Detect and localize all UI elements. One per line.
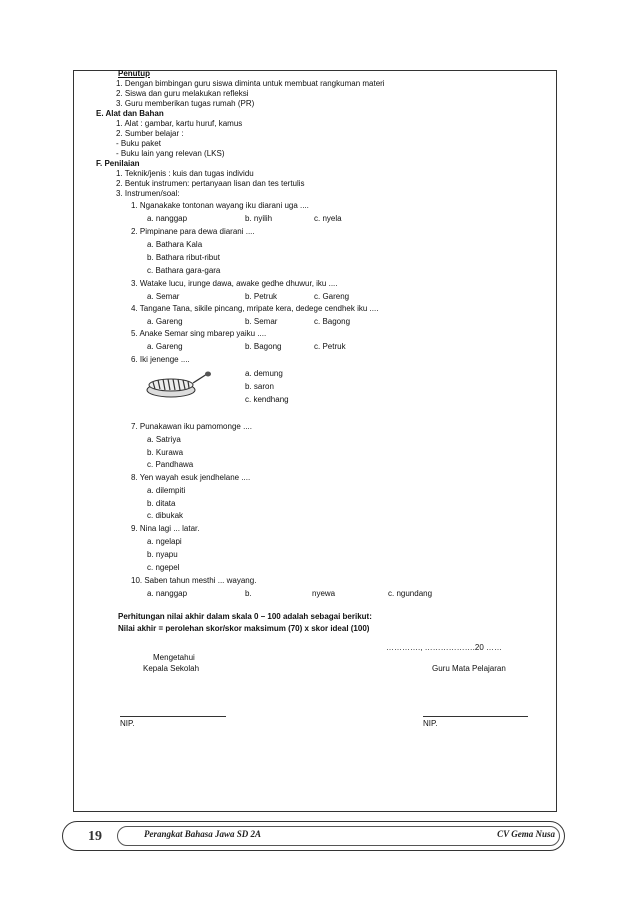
question-7: 7. Punakawan iku pamomonge ....	[131, 422, 252, 431]
option: b. Semar	[245, 317, 278, 326]
option: a. Gareng	[147, 317, 183, 326]
option: b. Kurawa	[147, 448, 184, 457]
option: b. Bagong	[245, 342, 282, 351]
guru-label: Guru Mata Pelajaran	[432, 664, 506, 673]
option: a. Semar	[147, 292, 180, 301]
question-8: 8. Yen wayah esuk jendhelane ....	[131, 473, 251, 482]
option: b.	[245, 589, 252, 598]
kepala-sekolah-label: Kepala Sekolah	[143, 664, 200, 673]
alat-item: - Buku paket	[116, 139, 161, 148]
penutup-item: 3. Guru memberikan tugas rumah (PR)	[116, 99, 255, 108]
option: b. ditata	[147, 499, 176, 508]
question-2: 2. Pimpinane para dewa diarani ....	[131, 227, 255, 236]
option: c. Bagong	[314, 317, 351, 326]
signature-line-right	[423, 716, 528, 717]
nip-right: NIP.	[423, 719, 438, 728]
date-line: …………., ……………….20 ……	[386, 643, 503, 652]
penilaian-item: 2. Bentuk instrumen: pertanyaan lisan dan tes tertulis	[116, 179, 305, 188]
option: a. Bathara Kala	[147, 240, 203, 249]
option: c. nyela	[314, 214, 342, 223]
penilaian-heading: F. Penilaian	[96, 159, 140, 168]
alat-item: 1. Alat : gambar, kartu huruf, kamus	[116, 119, 243, 128]
question-4: 4. Tangane Tana, sikile pincang, mripate kera, dedege cendhek iku ....	[131, 304, 379, 313]
option: b. Bathara ribut-ribut	[147, 253, 220, 262]
question-9: 9. Nina lagi ... latar.	[131, 524, 200, 533]
option: b. nyapu	[147, 550, 178, 559]
option: c. dibukak	[147, 511, 184, 520]
page-number: 19	[88, 829, 102, 844]
option: a. nanggap	[147, 589, 188, 598]
penilaian-item: 3. Instrumen/soal:	[116, 189, 180, 198]
question-10: 10. Saben tahun mesthi ... wayang.	[131, 576, 257, 585]
option: a. demung	[245, 369, 283, 378]
penutup-item: 1. Dengan bimbingan guru siswa diminta untuk membuat rangkuman materi	[116, 79, 385, 88]
nip-left: NIP.	[120, 719, 135, 728]
option: b. Petruk	[245, 292, 278, 301]
footer-title: Perangkat Bahasa Jawa SD 2A	[144, 829, 262, 839]
signature-line-left	[120, 716, 226, 717]
question-1: 1. Nganakake tontonan wayang iku diarani uga ....	[131, 201, 309, 210]
option: c. Petruk	[314, 342, 346, 351]
option: c. Pandhawa	[147, 460, 194, 469]
penutup-heading: Penutup	[118, 69, 150, 78]
alat-item: - Buku lain yang relevan (LKS)	[116, 149, 225, 158]
option: b. nyilih	[245, 214, 273, 223]
question-5: 5. Anake Semar sing mbarep yaiku ....	[131, 329, 267, 338]
option: b. saron	[245, 382, 274, 391]
saron-instrument-icon	[143, 370, 213, 400]
question-6: 6. Iki jenenge ....	[131, 355, 190, 364]
option: a. Gareng	[147, 342, 183, 351]
option: nyewa	[312, 589, 336, 598]
option: a. ngelapi	[147, 537, 182, 546]
mengetahui-label: Mengetahui	[153, 653, 195, 662]
option: c. Gareng	[314, 292, 350, 301]
scoring-line: Perhitungan nilai akhir dalam skala 0 – 100 adalah sebagai berikut:	[118, 612, 372, 621]
option: a. nanggap	[147, 214, 188, 223]
option: c. ngepel	[147, 563, 180, 572]
option: c. ngundang	[388, 589, 433, 598]
penutup-item: 2. Siswa dan guru melakukan refleksi	[116, 89, 249, 98]
alat-heading: E. Alat dan Bahan	[96, 109, 164, 118]
penilaian-item: 1. Teknik/jenis : kuis dan tugas individu	[116, 169, 254, 178]
question-3: 3. Watake lucu, irunge dawa, awake gedhe dhuwur, iku ....	[131, 279, 338, 288]
option: c. Bathara gara-gara	[147, 266, 221, 275]
footer-publisher: CV Gema Nusa	[497, 829, 555, 839]
option: a. Satriya	[147, 435, 181, 444]
scoring-line: Nilai akhir = perolehan skor/skor maksimum (70) x skor ideal (100)	[118, 624, 370, 633]
option: a. dilempiti	[147, 486, 186, 495]
option: c. kendhang	[245, 395, 289, 404]
alat-item: 2. Sumber belajar :	[116, 129, 184, 138]
page-footer	[62, 818, 567, 854]
